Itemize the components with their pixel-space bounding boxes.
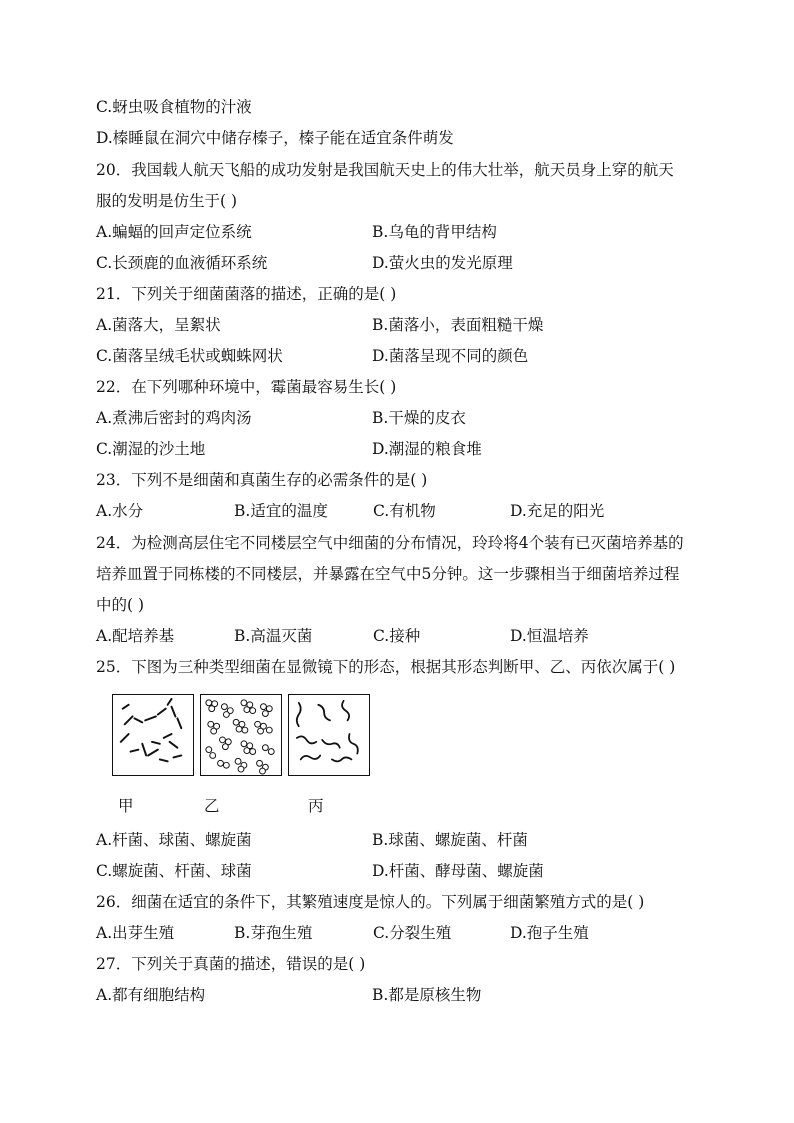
q22-stem: 22．在下列哪种环境中，霉菌最容易生长( ) bbox=[96, 378, 397, 396]
q21-option-d: D.菌落呈现不同的颜色 bbox=[372, 347, 529, 365]
q24-option-a: A.配培养基 bbox=[96, 627, 175, 645]
q23-stem: 23．下列不是细菌和真菌生存的必需条件的是( ) bbox=[96, 471, 428, 489]
q26-option-b: B.芽孢生殖 bbox=[234, 924, 313, 942]
q26-option-a: A.出芽生殖 bbox=[96, 924, 175, 942]
q24-stem-line1: 24．为检测高层住宅不同楼层空气中细菌的分布情况，玲玲将4个装有已灭菌培养基的 bbox=[96, 534, 684, 552]
cocci-panel bbox=[200, 694, 282, 776]
spirilla-panel bbox=[288, 694, 370, 776]
figure-label-bing: 丙 bbox=[308, 797, 324, 815]
q22-option-c: C.潮湿的沙土地 bbox=[96, 440, 206, 458]
cocci-drawing bbox=[201, 695, 281, 775]
bacilli-panel bbox=[112, 694, 194, 776]
q24-option-c: C.接种 bbox=[373, 627, 421, 645]
q23-option-d: D.充足的阳光 bbox=[510, 502, 605, 520]
q20-stem-line2: 服的发明是仿生于( ) bbox=[96, 192, 238, 210]
q26-option-c: C.分裂生殖 bbox=[373, 924, 452, 942]
spirilla-drawing bbox=[289, 695, 369, 775]
q25-option-c: C.螺旋菌、杆菌、球菌 bbox=[96, 862, 252, 880]
q26-option-d: D.孢子生殖 bbox=[510, 924, 589, 942]
q20-option-b: B.乌龟的背甲结构 bbox=[372, 223, 497, 241]
q24-option-b: B.高温灭菌 bbox=[234, 627, 313, 645]
q27-stem: 27．下列关于真菌的描述，错误的是( ) bbox=[96, 955, 366, 973]
q27-option-a: A.都有细胞结构 bbox=[96, 986, 206, 1004]
bacilli-drawing bbox=[113, 695, 193, 775]
q20-stem-line1: 20．我国载人航天飞船的成功发射是我国航天史上的伟大壮举，航天员身上穿的航天 bbox=[96, 161, 674, 179]
q20-option-a: A.蝙蝠的回声定位系统 bbox=[96, 223, 252, 241]
q23-option-c: C.有机物 bbox=[373, 502, 436, 520]
q22-option-d: D.潮湿的粮食堆 bbox=[372, 440, 482, 458]
q27-option-b: B.都是原核生物 bbox=[372, 986, 482, 1004]
q21-option-a: A.菌落大，呈絮状 bbox=[96, 316, 221, 334]
q20-option-c: C.长颈鹿的血液循环系统 bbox=[96, 254, 268, 272]
figure-label-yi: 乙 bbox=[204, 797, 220, 815]
q26-stem: 26．细菌在适宜的条件下，其繁殖速度是惊人的。下列属于细菌繁殖方式的是( ) bbox=[96, 893, 645, 911]
q25-option-d: D.杆菌、酵母菌、螺旋菌 bbox=[372, 862, 544, 880]
q21-option-b: B.菌落小，表面粗糙干燥 bbox=[372, 316, 544, 334]
figure-label-jia: 甲 bbox=[118, 797, 134, 815]
q22-option-a: A.煮沸后密封的鸡肉汤 bbox=[96, 409, 252, 427]
q25-stem: 25．下图为三种类型细菌在显微镜下的形态，根据其形态判断甲、乙、丙依次属于( ) bbox=[96, 658, 676, 676]
q19-option-c: C.蚜虫吸食植物的汁液 bbox=[96, 98, 252, 116]
q23-option-b: B.适宜的温度 bbox=[234, 502, 328, 520]
q22-option-b: B.干燥的皮衣 bbox=[372, 409, 466, 427]
q24-stem-line2: 培养皿置于同栋楼的不同楼层，并暴露在空气中5分钟。这一步骤相当于细菌培养过程 bbox=[96, 565, 680, 583]
q19-option-d: D.榛睡鼠在洞穴中储存榛子，榛子能在适宜条件萌发 bbox=[96, 129, 454, 147]
q24-option-d: D.恒温培养 bbox=[510, 627, 589, 645]
q21-option-c: C.菌落呈绒毛状或蜘蛛网状 bbox=[96, 347, 283, 365]
q21-stem: 21．下列关于细菌菌落的描述，正确的是( ) bbox=[96, 285, 397, 303]
q25-option-a: A.杆菌、球菌、螺旋菌 bbox=[96, 831, 252, 849]
q20-option-d: D.萤火虫的发光原理 bbox=[372, 254, 513, 272]
q24-stem-line3: 中的( ) bbox=[96, 596, 145, 614]
q25-option-b: B.球菌、螺旋菌、杆菌 bbox=[372, 831, 528, 849]
q23-option-a: A.水分 bbox=[96, 502, 144, 520]
